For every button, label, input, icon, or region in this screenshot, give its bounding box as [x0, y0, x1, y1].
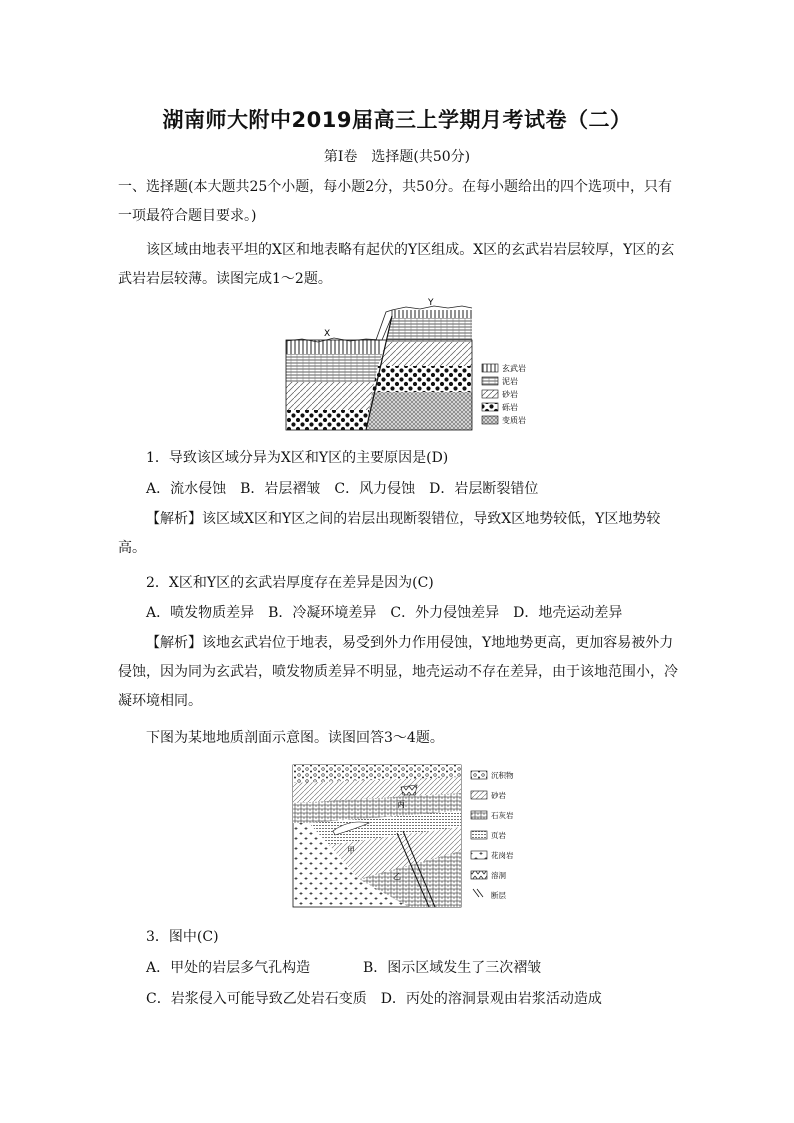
question-1-options: A．流水侵蚀 B．岩层褶皱 C．风力侵蚀 D．岩层断裂错位 [146, 481, 539, 497]
question-3-options-cd: C．岩浆侵入可能导致乙处岩石变质 D．丙处的溶洞景观由岩浆活动造成 [146, 991, 602, 1007]
label-yi: 乙 [393, 872, 401, 881]
label-y: Y [428, 298, 434, 308]
question-3: 3．图中(C) [146, 929, 219, 945]
figure-fault-diagram [282, 296, 540, 432]
question-3-option-b: B．图示区域发生了三次褶皱 [363, 960, 542, 976]
question-3-option-a: A．甲处的岩层多气孔构造 [146, 960, 311, 976]
question-2-analysis: 【解析】该地玄武岩位于地表，易受到外力作用侵蚀，Y地地势更高，更加容易被外力侵蚀，因为同为玄武岩，喷发物质差异不明显，地壳运动不存在差异，由于该地范围小，冷凝环境相同。 [118, 635, 678, 709]
question-stem-1: 该区域由地表平坦的X区和地表略有起伏的Y区组成。X区的玄武岩岩层较厚，Y区的玄武岩岩层较薄。读图完成1～2题。 [118, 242, 675, 287]
legend-item: 砂岩 [491, 791, 506, 800]
legend-item: 变质岩 [502, 416, 526, 425]
legend-item: 砾岩 [502, 403, 518, 412]
legend-fig2 [471, 770, 514, 900]
legend-item: 断层 [491, 891, 506, 900]
legend-item: 沉积物 [491, 771, 514, 780]
legend-item: 泥岩 [502, 377, 518, 386]
legend-item: 砂岩 [502, 390, 518, 399]
legend-item: 花岗岩 [491, 851, 514, 860]
section-intro: 一、选择题(本大题共25个小题，每小题2分，共50分。在每小题给出的四个选项中，只有一项最符合题目要求。) [118, 179, 672, 224]
legend-item: 溶洞 [491, 871, 506, 880]
question-stem-2: 下图为某地地质剖面示意图。读图回答3～4题。 [146, 730, 444, 746]
legend-item: 页岩 [491, 831, 506, 840]
question-2-options: A．喷发物质差异 B．冷凝环境差异 C．外力侵蚀差异 D．地壳运动差异 [146, 605, 623, 621]
label-bing: 丙 [397, 800, 405, 809]
question-1-analysis: 【解析】该区域X区和Y区之间的岩层出现断裂错位，导致X区地势较低，Y区地势较高。 [118, 511, 661, 556]
legend-item: 石灰岩 [491, 811, 514, 820]
question-1: 1．导致该区域分异为X区和Y区的主要原因是(D) [146, 450, 449, 466]
label-jia: 甲 [347, 846, 355, 855]
legend-fig1 [482, 363, 526, 425]
figure-geologic-section [289, 761, 543, 911]
question-2: 2．X区和Y区的玄武岩厚度存在差异是因为(C) [146, 575, 434, 591]
legend-item: 玄武岩 [502, 364, 526, 373]
section-subtitle: 第Ⅰ卷 选择题(共50分) [323, 149, 471, 165]
exam-title: 湖南师大附中2019届高三上学期月考试卷（二） [162, 108, 632, 132]
label-x: X [324, 329, 331, 339]
